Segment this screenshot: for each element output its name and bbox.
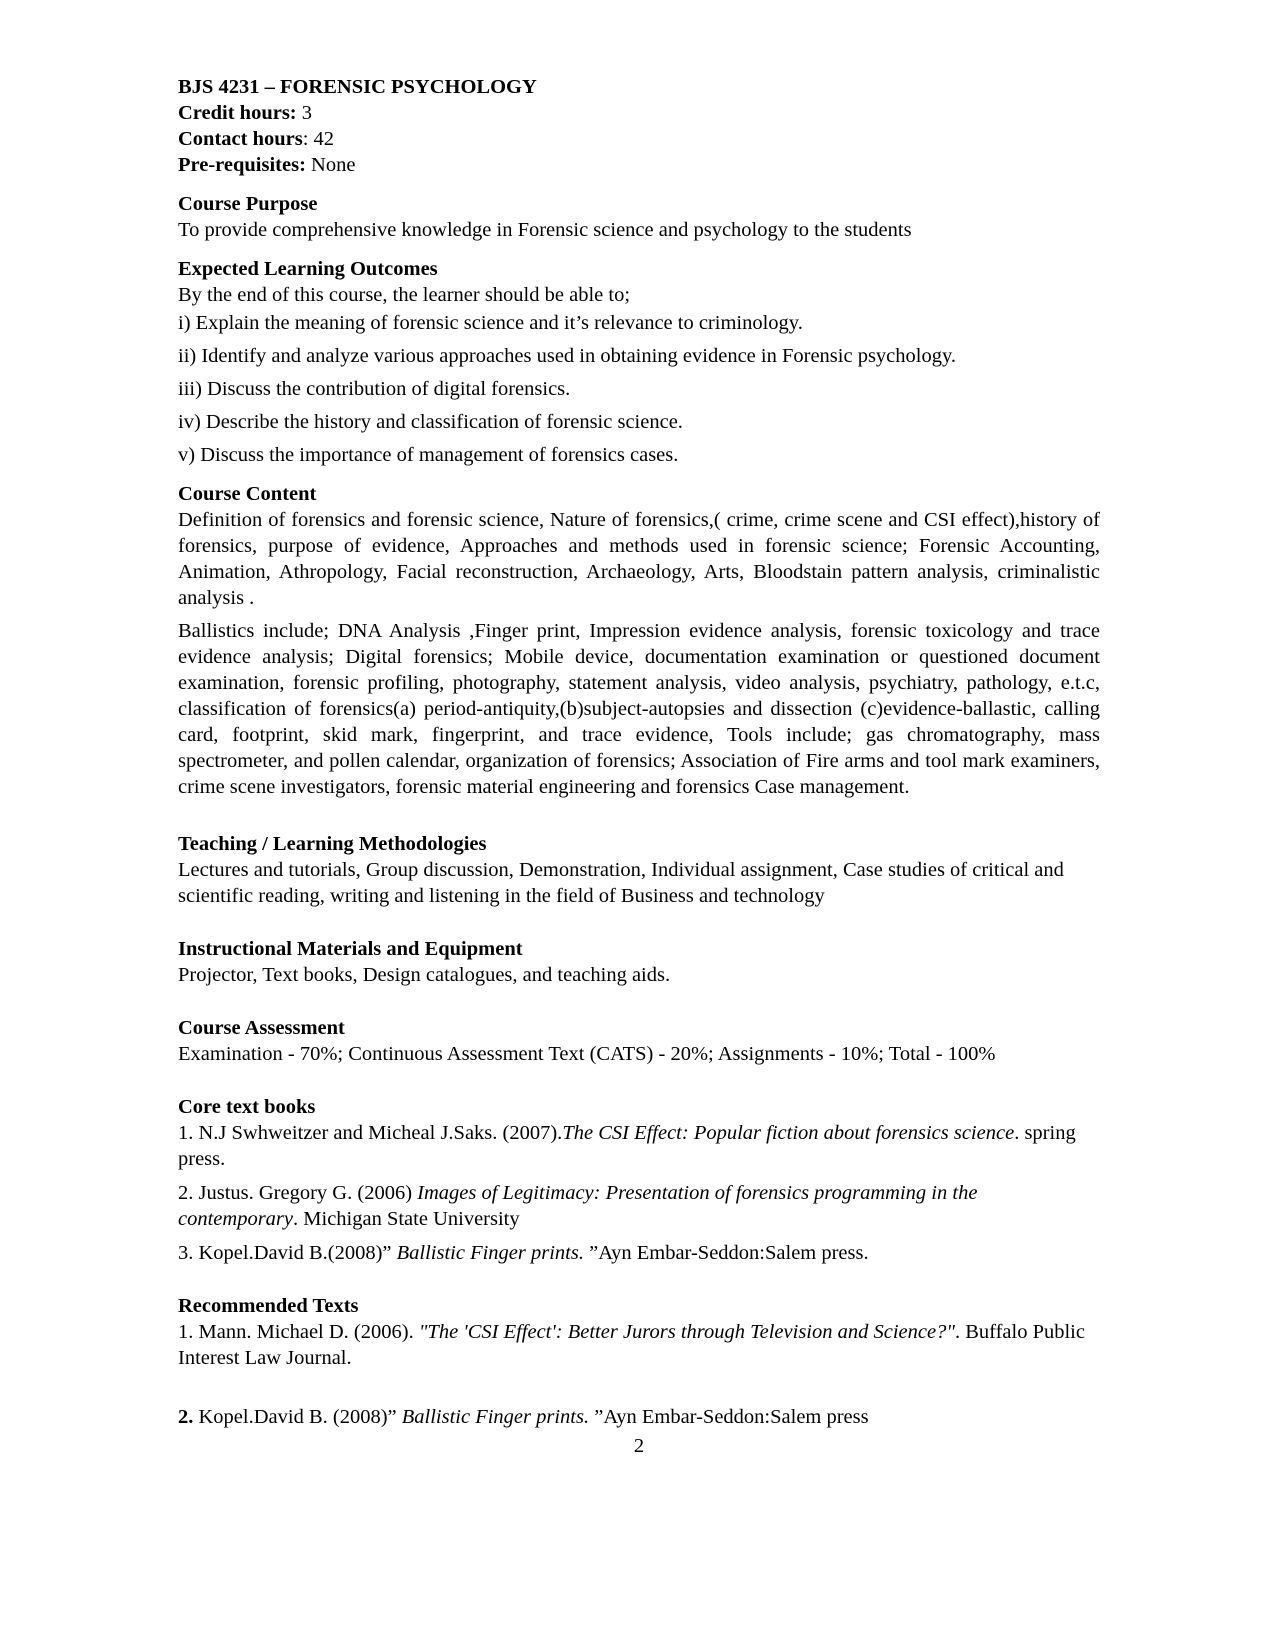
outcome-item: ii) Identify and analyze various approaches used in obtaining evidence in Forensic psychology. [178,345,957,367]
course-title: BJS 4231 – FORENSIC PSYCHOLOGY [178,76,537,98]
course-content-heading: Course Content [178,483,317,505]
instructional-materials-body: Projector, Text books, Design catalogues, and teaching aids. [178,964,671,986]
contact-hours-label: Contact hours [178,128,303,150]
section-recommended-texts [178,1293,1100,1430]
contact-hours-value: : 42 [302,128,335,150]
section-teaching-methodologies [178,831,1100,909]
recommended-text-citation [178,1319,1100,1371]
citation-post: . Buffalo Public Interest Law Journal. [178,1321,1085,1369]
citation-title: Ballistic Finger prints. [401,1406,590,1428]
outcome-item: v) Discuss the importance of management of forensics cases. [178,444,679,466]
section-course-assessment [178,1015,1100,1067]
course-header [178,74,1100,178]
citation-post: ”Ayn Embar-Seddon:Salem press [589,1406,869,1428]
course-purpose-heading: Course Purpose [178,193,318,215]
recommended-texts-heading: Recommended Texts [178,1295,359,1317]
citation-pre: Kopel.David B. (2008)” [193,1406,402,1428]
credit-hours-label: Credit hours: [178,102,297,124]
citation-post: . spring press. [178,1122,1076,1170]
section-course-content [178,481,1100,800]
core-book-citation [178,1240,1100,1266]
section-instructional-materials [178,936,1100,988]
prerequisites-label: Pre-requisites: [178,154,306,176]
section-course-purpose [178,191,1100,243]
outcome-item: iii) Discuss the contribution of digital forensics. [178,378,571,400]
citation-number: 2. [178,1406,194,1428]
contact-hours-line [178,126,1100,152]
instructional-materials-heading: Instructional Materials and Equipment [178,938,523,960]
course-purpose-body: To provide comprehensive knowledge in Forensic science and psychology to the students [178,219,912,241]
citation-post: . Michigan State University [293,1208,520,1230]
learning-outcomes-intro: By the end of this course, the learner should be able to; [178,284,631,306]
section-core-text-books [178,1094,1100,1266]
teaching-methodologies-heading: Teaching / Learning Methodologies [178,833,487,855]
outcome-item: i) Explain the meaning of forensic science and it’s relevance to criminology. [178,312,803,334]
citation-title: The CSI Effect: Popular fiction about forensics science [562,1122,1015,1144]
credit-hours-value: 3 [296,102,313,124]
outcome-item: iv) Describe the history and classification of forensic science. [178,411,683,433]
core-book-citation [178,1180,1100,1232]
page-number: 2 [633,1435,645,1457]
core-book-citation [178,1120,1100,1172]
citation-pre: 3. Kopel.David B.(2008)” [178,1242,397,1264]
prerequisites-value: None [305,154,356,176]
learning-outcomes-heading: Expected Learning Outcomes [178,258,438,280]
citation-pre: 1. N.J Swhweitzer and Micheal J.Saks. (2007). [178,1122,563,1144]
citation-pre: 2. Justus. Gregory G. (2006) [178,1182,418,1204]
citation-title: Images of Legitimacy: Presentation of forensics programming in the contemporary [178,1182,978,1230]
teaching-methodologies-body: Lectures and tutorials, Group discussion, Demonstration, Individual assignment, Case studies of critical and scientific reading, writing and listening in the field of Business and technology [178,859,1064,907]
prerequisites-line [178,152,1100,178]
credit-hours-line [178,100,1100,126]
citation-title: Ballistic Finger prints. [396,1242,584,1264]
course-assessment-body: Examination - 70%; Continuous Assessment Text (CATS) - 20%; Assignments - 10%; Total - 100% [178,1043,996,1065]
citation-post: ”Ayn Embar-Seddon:Salem press. [583,1242,869,1264]
citation-pre: 1. Mann. Michael D. (2006). [178,1321,419,1343]
course-assessment-heading: Course Assessment [178,1017,345,1039]
citation-title: "The 'CSI Effect': Better Jurors through Television and Science?" [418,1321,955,1343]
core-text-books-heading: Core text books [178,1096,316,1118]
course-content-paragraph-1: Definition of forensics and forensic science, Nature of forensics,( crime, crime scene and CSI effect),history of forensics, purpose of evidence, Approaches and methods used in forensic science; Forensic Accounting, Animation, Athropology, Facial reconstruction, Archaeology, Arts, Bloodstain pattern analysis, criminalistic analysis . [178,509,1100,609]
recommended-text-citation [178,1404,1100,1430]
course-content-paragraph-2: Ballistics include; DNA Analysis ,Finger print, Impression evidence analysis, forensic toxicology and trace evidence analysis; Digital forensics; Mobile device, documentation examination or questioned document examination, forensic profiling, photography, statement analysis, video analysis, psychiatry, pathology, e.t.c, classification of forensics(a) period-antiquity,(b)subject-autopsies and dissection (c)evidence-ballastic, calling card, footprint, skid mark, fingerprint, and trace evidence, Tools include; gas chromatography, mass spectrometer, and pollen calendar, organization of forensics; Association of Fire arms and tool mark examiners, crime scene investigators, forensic material engineering and forensics Case management. [178,620,1100,798]
section-learning-outcomes [178,256,1100,468]
